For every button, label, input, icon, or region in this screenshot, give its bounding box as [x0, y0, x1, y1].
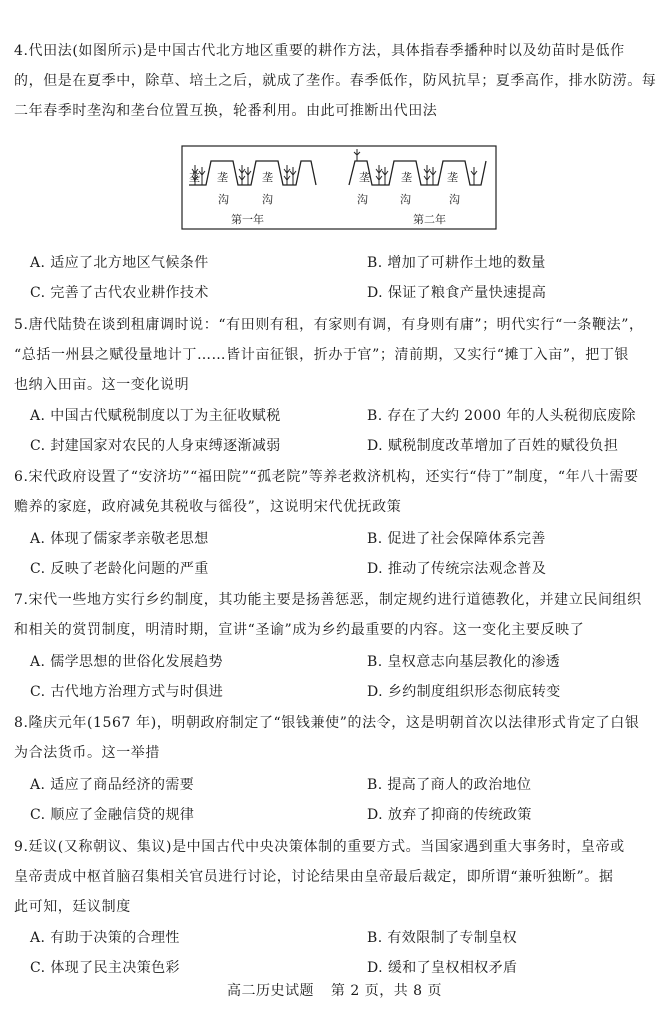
question-5-stem: [14, 310, 656, 400]
question-5-line-2: “总括一州县之赋役量地计丁……皆计亩征银，折办于官”；清前期，又实行“摊丁入亩”，把丁银: [14, 347, 630, 363]
question-9-line-1: 9.廷议(又称朝议、集议)是中国古代中央决策体制的重要方式。当国家遇到重大事务时，皇帝或: [14, 839, 625, 855]
q4-option-d: D. 保证了粮食产量快速提高: [367, 285, 547, 301]
question-8-options: [30, 770, 650, 830]
q7-option-b: B. 皇权意志向基层教化的渗透: [367, 654, 561, 670]
q5-option-c: C. 封建国家对农民的人身束缚逐渐减弱: [30, 438, 281, 454]
question-7-options: [30, 647, 650, 707]
question-9-line-3: 此可知，廷议制度: [14, 899, 131, 915]
footer-page-number: 第 2 页，共 8 页: [330, 983, 443, 999]
question-9-line-2: 皇帝责成中枢首脑召集相关官员进行讨论，讨论结果由皇帝最后裁定，即所谓“兼听独断”。据: [14, 869, 614, 885]
q9-option-c: C. 体现了民主决策色彩: [30, 960, 180, 976]
ditch-label-y1-a: 沟: [218, 193, 229, 206]
q6-option-c: C. 反映了老龄化问题的严重: [30, 561, 209, 577]
ridge-label-y2-c: 垄: [447, 171, 458, 184]
question-6-line-2: 赡养的家庭，政府减免其税收与徭役”，这说明宋代优抚政策: [14, 499, 402, 515]
ridge-label-y2-b: 垄: [401, 171, 412, 184]
q8-option-a: A. 适应了商品经济的需要: [30, 777, 195, 793]
ditch-label-y2-c: 沟: [449, 193, 460, 206]
q5-option-a: A. 中国古代赋税制度以丁为主征收赋税: [30, 408, 281, 424]
q8-option-b: B. 提高了商人的政治地位: [367, 777, 532, 793]
question-7-line-2: 和相关的赏罚制度，明清时期，宣讲“圣谕”成为乡约最重要的内容。这一变化主要反映了: [14, 622, 585, 638]
q4-option-a: A. 适应了北方地区气候条件: [30, 255, 209, 271]
ridge-label-y1-b: 垄: [217, 171, 228, 184]
question-9-stem: [14, 832, 656, 922]
question-6-line-1: 6.宋代政府设置了“安济坊”“福田院”“孤老院”等养老救济机构，还实行“侍丁”制度，“年八十需要: [14, 469, 639, 485]
question-7-stem: [14, 585, 656, 645]
q7-option-a: A. 儒学思想的世俗化发展趋势: [30, 654, 224, 670]
ridge-label-y1-a: 垄: [189, 171, 200, 184]
q8-option-c: C. 顺应了金融信贷的规律: [30, 807, 195, 823]
question-4-line-3: 二年春季时垄沟和垄台位置互换，轮番利用。由此可推断出代田法: [14, 103, 438, 119]
ridge-label-y1-c: 垄: [262, 171, 273, 184]
q4-option-b: B. 增加了可耕作土地的数量: [367, 255, 546, 271]
q7-option-d: D. 乡约制度组织形态彻底转变: [367, 684, 561, 700]
q9-option-b: B. 有效限制了专制皇权: [367, 930, 517, 946]
question-8-stem: [14, 708, 656, 768]
ridge-label-y2-a: 垄: [359, 171, 370, 184]
daitian-diagram: [181, 145, 497, 230]
q7-option-c: C. 古代地方治理方式与时俱进: [30, 684, 224, 700]
question-5-options: [30, 401, 650, 461]
question-6-options: [30, 524, 650, 584]
question-5-line-3: 也纳入田亩。这一变化说明: [14, 377, 190, 393]
question-9-options: [30, 923, 650, 983]
question-5-line-1: 5.唐代陆贽在谈到租庸调时说：“有田则有租，有家则有调，有身则有庸”；明代实行“一条鞭法”，: [14, 317, 644, 333]
q6-option-b: B. 促进了社会保障体系完善: [367, 531, 546, 547]
year-1-label: 第一年: [231, 213, 264, 226]
question-4-options: [30, 248, 650, 308]
page-footer: [0, 980, 669, 1000]
q5-option-b: B. 存在了大约 2000 年的人头税彻底废除: [367, 408, 636, 424]
question-8-line-2: 为合法货币。这一举措: [14, 745, 160, 761]
question-4-line-2: 的，但是在夏季中，除草、培土之后，就成了垄作。春季低作，防风抗旱；夏季高作，排水防涝。每: [14, 73, 657, 89]
q8-option-d: D. 放弃了抑商的传统政策: [367, 807, 532, 823]
question-6-stem: [14, 462, 656, 522]
question-8-line-1: 8.隆庆元年(1567 年)，明朝政府制定了“银钱兼使”的法令，这是明朝首次以法律形式肯定了白银: [14, 715, 640, 731]
ditch-label-y2-b: 沟: [400, 193, 411, 206]
q4-option-c: C. 完善了古代农业耕作技术: [30, 285, 209, 301]
q6-option-a: A. 体现了儒家孝亲敬老思想: [30, 531, 209, 547]
year-2-label: 第二年: [413, 213, 446, 226]
ditch-label-y1-b: 沟: [262, 193, 273, 206]
q9-option-d: D. 缓和了皇权相权矛盾: [367, 960, 518, 976]
question-4-line-1: 4.代田法(如图所示)是中国古代北方地区重要的耕作方法，具体指春季播种时以及幼苗时是低作: [14, 43, 625, 59]
q6-option-d: D. 推动了传统宗法观念普及: [367, 561, 547, 577]
q5-option-d: D. 赋税制度改革增加了百姓的赋役负担: [367, 438, 619, 454]
q9-option-a: A. 有助于决策的合理性: [30, 930, 180, 946]
question-7-line-1: 7.宋代一些地方实行乡约制度，其功能主要是扬善惩恶，制定规约进行道德教化，并建立民间组织: [14, 592, 642, 608]
footer-title: 高二历史试题: [226, 983, 314, 999]
question-4-stem: [14, 36, 656, 126]
ditch-label-y2-a: 沟: [357, 193, 368, 206]
